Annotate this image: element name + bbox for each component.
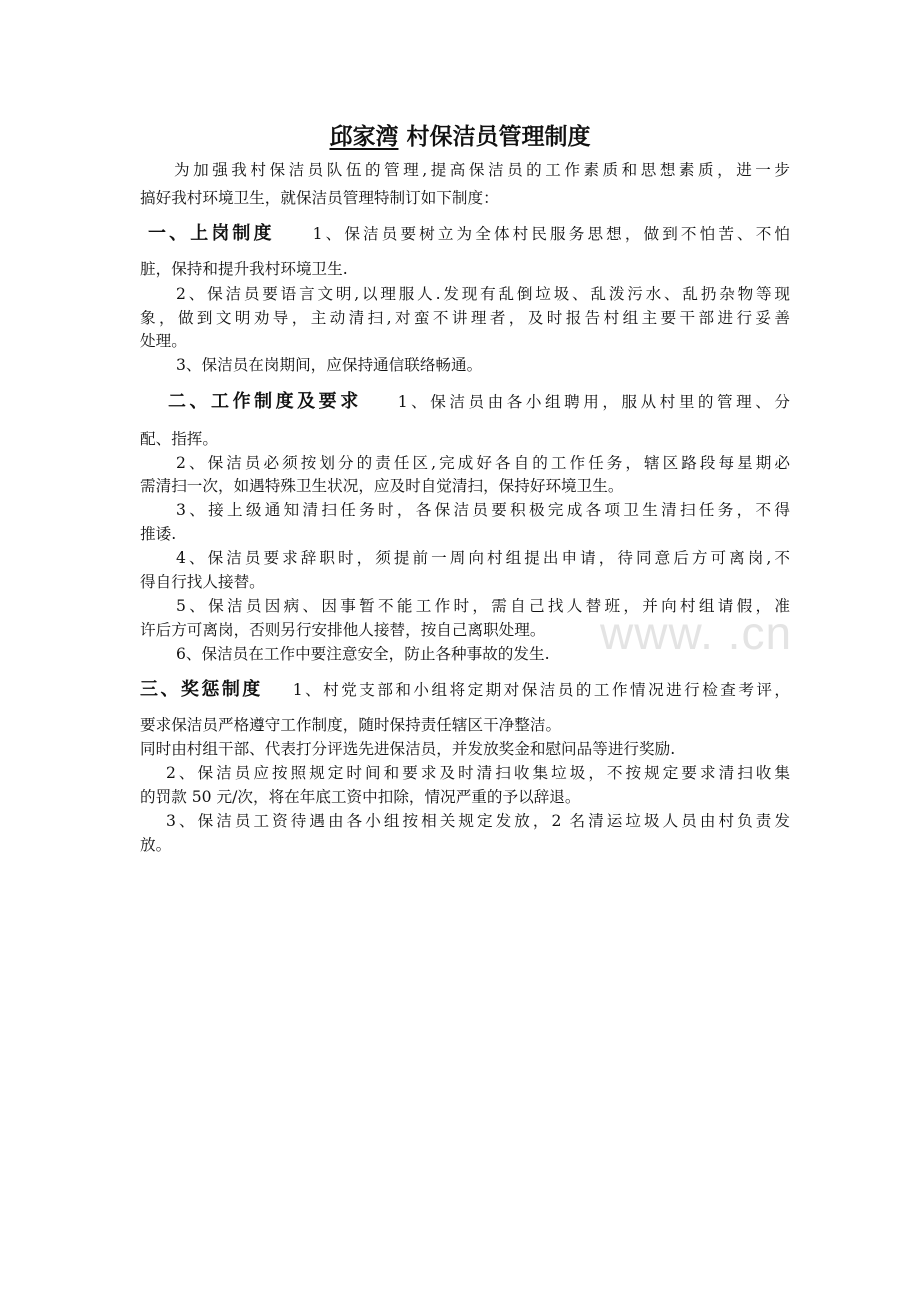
title-village-name: 邱家湾 bbox=[329, 124, 399, 150]
section-2-line: 3、接上级通知清扫任务时，各保洁员要积极完成各项卫生清扫任务，不得 bbox=[176, 501, 790, 519]
section-2-first-line bbox=[168, 392, 790, 412]
section-3-line: 的罚款 50 元/次，将在年底工资中扣除，情况严重的予以辞退。 bbox=[140, 788, 581, 806]
section-3-line: 2、保洁员应按照规定时间和要求及时清扫收集垃圾，不按规定要求清扫收集 bbox=[166, 764, 790, 782]
section-1-heading: 一、上岗制度 bbox=[148, 223, 275, 244]
intro-line: 搞好我村环境卫生，就保洁员管理特制订如下制度： bbox=[140, 189, 499, 207]
section-2-line: 4、保洁员要求辞职时，须提前一周向村组提出申请，待同意后方可离岗,不 bbox=[176, 549, 790, 567]
section-2-line: 配、指挥。 bbox=[140, 430, 218, 448]
section-3-line: 同时由村组干部、代表打分评选先进保洁员，并发放奖金和慰问品等进行奖励. bbox=[140, 740, 676, 758]
section-2-line: 6、保洁员在工作中要注意安全，防止各种事故的发生. bbox=[176, 645, 550, 663]
section-3-first-line bbox=[140, 680, 790, 700]
section-2-line: 2、保洁员必须按划分的责任区,完成好各自的工作任务，辖区路段每星期必 bbox=[176, 454, 790, 472]
section-2-line: 许后方可离岗，否则另行安排他人接替，按自己离职处理。 bbox=[140, 621, 546, 639]
document-title bbox=[0, 118, 920, 151]
section-3-line: 3、保洁员工资待遇由各小组按相关规定发放，2 名清运垃圾人员由村负责发 bbox=[166, 812, 790, 830]
section-2-line: 需清扫一次，如遇特殊卫生状况，应及时自觉清扫，保持好环境卫生。 bbox=[140, 477, 624, 495]
section-3-line: 放。 bbox=[140, 836, 172, 854]
section-3-line: 要求保洁员严格遵守工作制度，随时保持责任辖区干净整洁。 bbox=[140, 716, 562, 734]
section-1-line: 3、保洁员在岗期间，应保持通信联络畅通。 bbox=[176, 356, 483, 374]
section-1-line: 处理。 bbox=[140, 332, 187, 350]
section-2-line: 得自行找人接替。 bbox=[140, 573, 265, 591]
section-1-line: 象，做到文明劝导，主动清扫,对蛮不讲理者，及时报告村组主要干部进行妥善 bbox=[140, 309, 790, 327]
section-2-line: 推诿. bbox=[140, 525, 177, 543]
section-2-line: 1、保洁员由各小组聘用，服从村里的管理、分 bbox=[397, 393, 791, 411]
section-1-line: 脏，保持和提升我村环境卫生. bbox=[140, 260, 348, 278]
section-3-heading: 三、奖惩制度 bbox=[140, 679, 263, 700]
intro-line: 为加强我村保洁员队伍的管理,提高保洁员的工作素质和思想素质，进一步 bbox=[174, 161, 790, 179]
section-2-line: 5、保洁员因病、因事暂不能工作时，需自己找人替班，并向村组请假，准 bbox=[176, 597, 790, 615]
section-2-heading: 二、工作制度及要求 bbox=[168, 391, 362, 412]
section-3-line: 1、村党支部和小组将定期对保洁员的工作情况进行检查考评， bbox=[292, 681, 791, 699]
watermark: www. .cn bbox=[600, 607, 793, 659]
title-text: 村保洁员管理制度 bbox=[398, 124, 591, 150]
section-1-line: 1、保洁员要树立为全体村民服务思想，做到不怕苦、不怕 bbox=[312, 225, 791, 243]
section-1-line: 2、保洁员要语言文明,以理服人.发现有乱倒垃圾、乱泼污水、乱扔杂物等现 bbox=[176, 285, 790, 303]
section-1-first-line bbox=[148, 224, 790, 244]
